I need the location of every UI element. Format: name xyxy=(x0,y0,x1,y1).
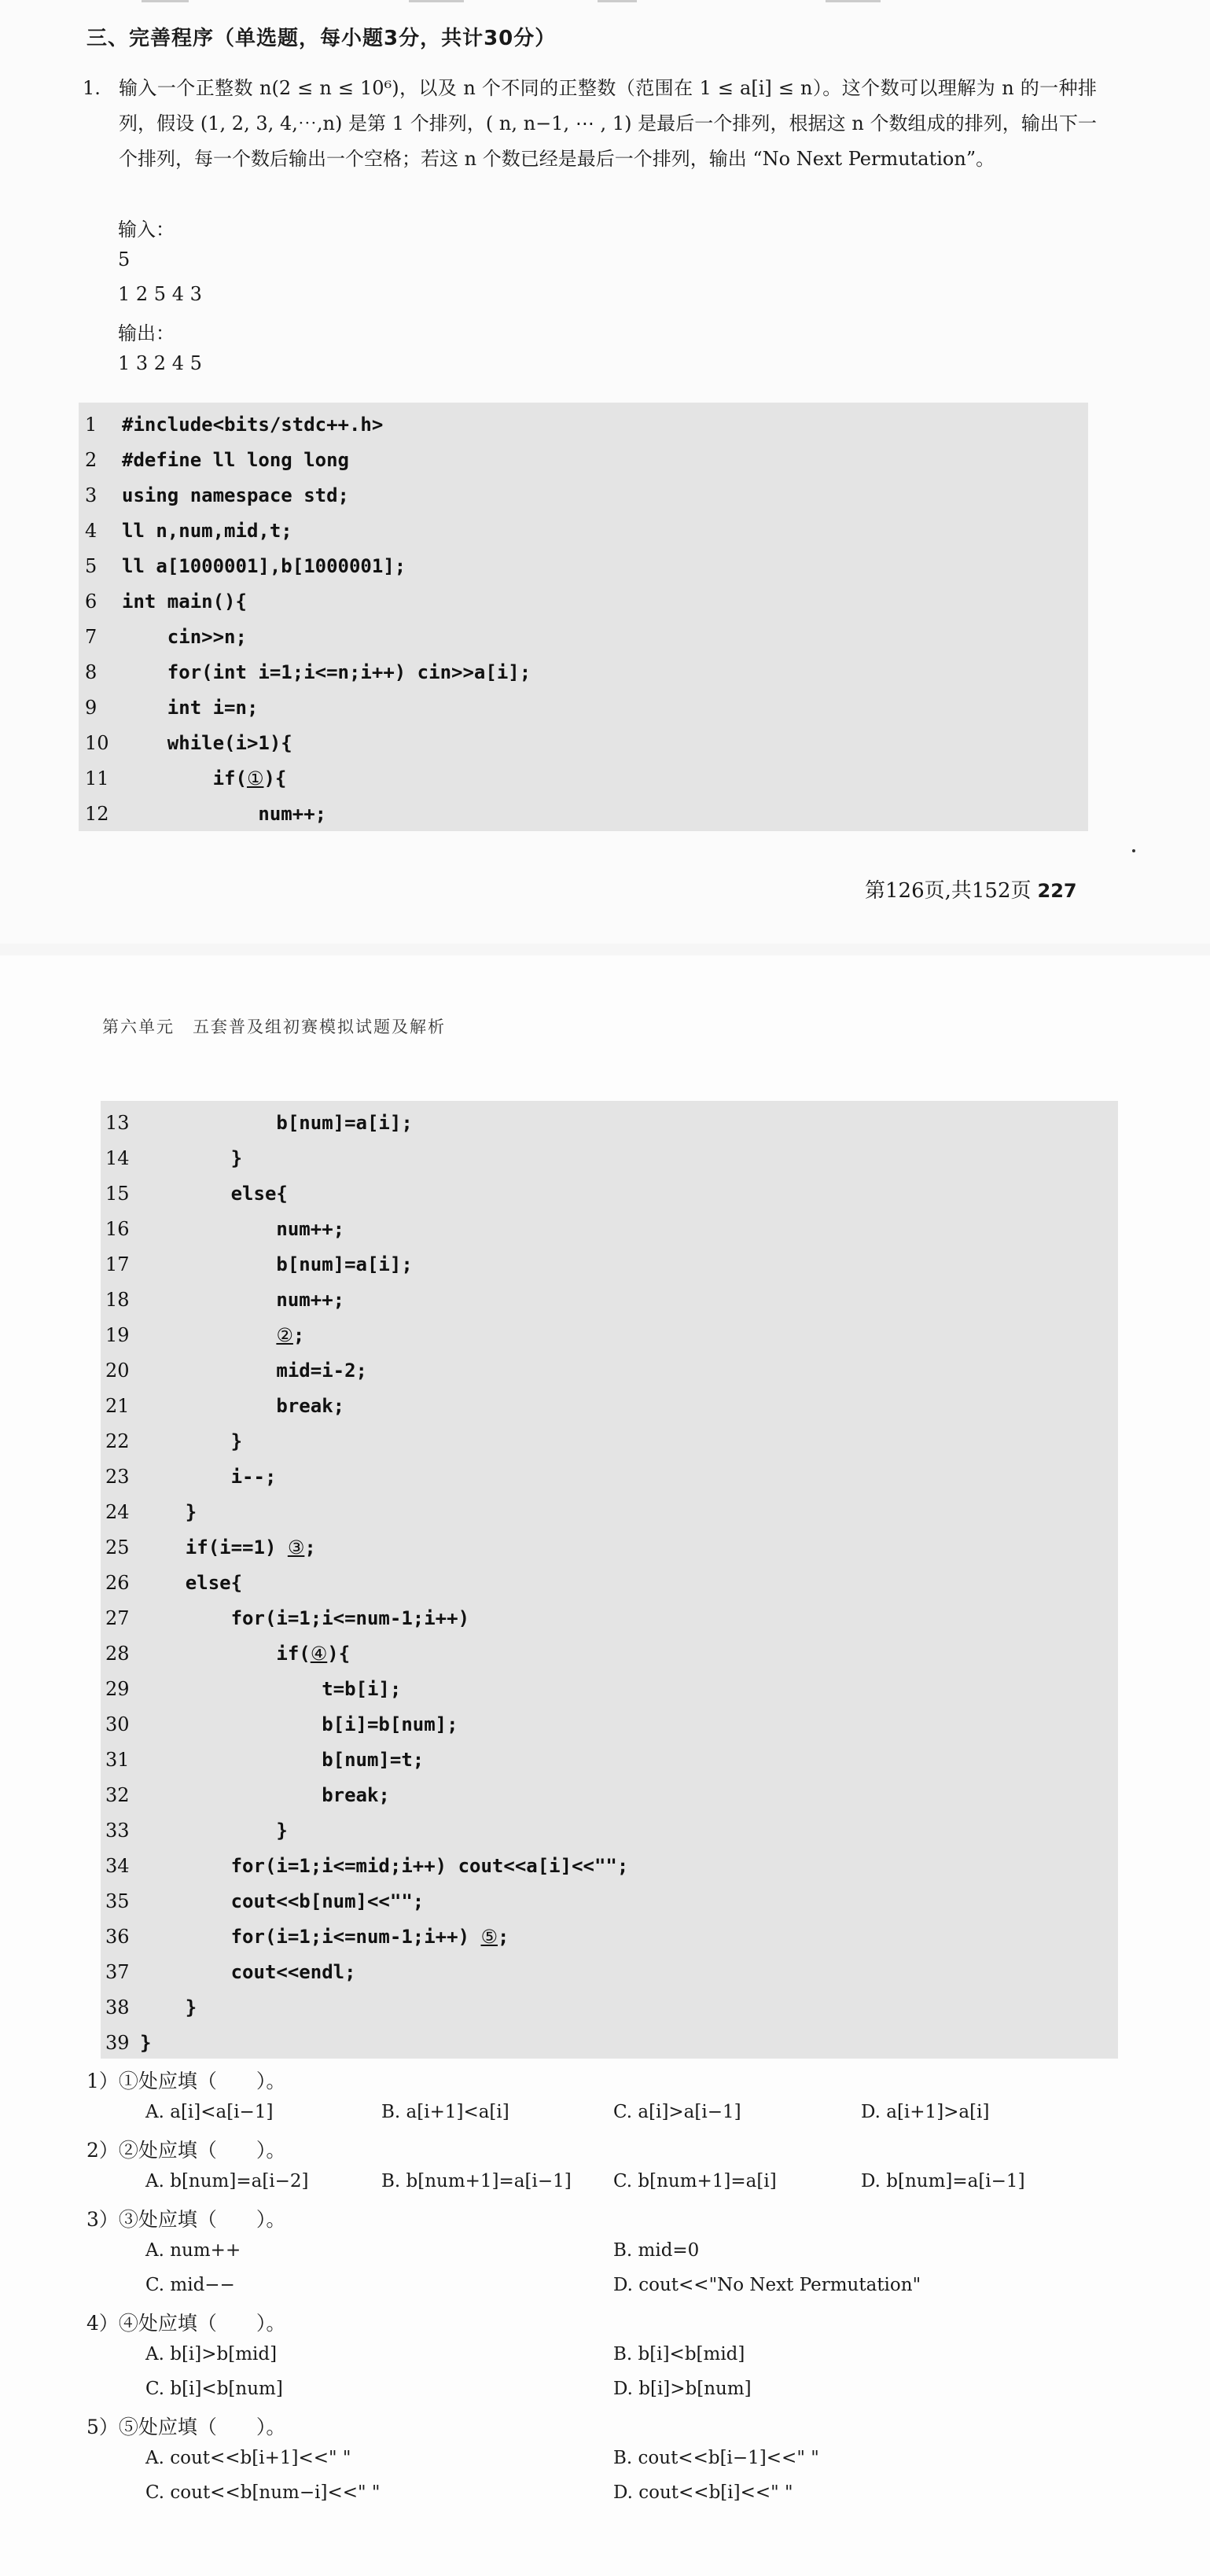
answer-option-b[interactable]: B. a[i+1]<a[i] xyxy=(381,2102,509,2122)
code-text xyxy=(140,1601,469,1636)
line-number: 7 xyxy=(85,626,97,648)
answer-option-d[interactable]: D. b[i]>b[num] xyxy=(613,2379,752,2399)
code-fragment: } xyxy=(140,1996,197,2018)
line-number: 22 xyxy=(105,1430,130,1452)
code-text xyxy=(122,620,247,655)
line-number: 25 xyxy=(105,1536,130,1558)
code-fragment: b[num]=a[i]; xyxy=(140,1253,413,1275)
answer-option-c[interactable]: C. b[num+1]=a[i] xyxy=(613,2171,777,2191)
code-text xyxy=(122,584,247,620)
answer-option-a[interactable]: A. a[i]<a[i−1] xyxy=(145,2102,274,2122)
code-text xyxy=(140,1495,197,1530)
answer-option-d[interactable]: D. cout<<b[i]<<" " xyxy=(613,2482,793,2503)
code-text xyxy=(122,726,292,761)
code-text xyxy=(140,1176,288,1212)
line-number: 19 xyxy=(105,1324,130,1346)
page-footer xyxy=(865,874,1077,903)
code-text xyxy=(140,1707,458,1742)
code-fragment: } xyxy=(140,2032,152,2054)
code-fragment: ll n,num,mid,t; xyxy=(122,520,292,542)
code-text xyxy=(122,478,349,513)
code-text xyxy=(140,1424,242,1459)
line-number: 34 xyxy=(105,1855,130,1877)
code-text xyxy=(122,655,531,690)
line-number: 10 xyxy=(85,732,109,754)
answer-option-a[interactable]: A. num++ xyxy=(145,2240,241,2261)
code-fragment: ; xyxy=(304,1536,316,1558)
line-number: 9 xyxy=(85,697,97,719)
code-fragment: cout<<endl; xyxy=(140,1961,356,1983)
code-fragment: for(int i=1;i<=n;i++) cin>>a[i]; xyxy=(122,661,531,683)
output-label: 输出： xyxy=(118,322,175,344)
running-header: 第六单元 五套普及组初赛模拟试题及解析 xyxy=(102,1018,446,1036)
line-number: 2 xyxy=(85,449,97,471)
line-number: 17 xyxy=(105,1253,130,1275)
code-fragment: mid=i-2; xyxy=(140,1360,367,1382)
code-fragment: } xyxy=(140,1820,288,1842)
answer-option-a[interactable]: A. b[i]>b[mid] xyxy=(145,2344,278,2364)
answer-option-c[interactable]: C. cout<<b[num−i]<<" " xyxy=(145,2482,381,2503)
fill-blank-marker: ② xyxy=(276,1324,293,1346)
code-fragment: cin>>n; xyxy=(122,626,247,648)
code-fragment: if( xyxy=(122,767,247,789)
problem-number: 1. xyxy=(83,77,101,99)
code-text xyxy=(140,1459,276,1495)
line-number: 24 xyxy=(105,1501,130,1523)
code-text xyxy=(140,1530,316,1566)
fill-blank-marker: ⑤ xyxy=(480,1926,498,1948)
answer-option-c[interactable]: C. mid−− xyxy=(145,2275,235,2295)
code-fragment: ; xyxy=(498,1926,509,1948)
line-number: 39 xyxy=(105,2032,130,2054)
code-text xyxy=(140,1990,197,2026)
code-fragment: b[num]=a[i]; xyxy=(140,1112,413,1134)
code-fragment: using namespace std; xyxy=(122,484,349,506)
page-number: 227 xyxy=(1037,880,1077,902)
code-fragment: else{ xyxy=(140,1572,243,1594)
code-fragment: num++; xyxy=(140,1289,345,1311)
section-title: 三、完善程序（单选题，每小题3分，共计30分） xyxy=(86,27,557,50)
code-text xyxy=(140,1919,509,1955)
line-number: 11 xyxy=(85,767,109,789)
code-text xyxy=(122,690,258,726)
code-text xyxy=(140,1742,424,1778)
code-fragment: b[i]=b[num]; xyxy=(140,1713,458,1735)
code-fragment: ll a[1000001],b[1000001]; xyxy=(122,555,406,577)
code-text xyxy=(140,1955,356,1990)
answer-option-b[interactable]: B. b[i]<b[mid] xyxy=(613,2344,745,2364)
code-fragment: break; xyxy=(140,1395,345,1417)
code-text xyxy=(140,2026,151,2061)
line-number: 3 xyxy=(85,484,97,506)
code-text xyxy=(140,1636,350,1672)
line-number: 36 xyxy=(105,1926,130,1948)
line-number: 30 xyxy=(105,1713,130,1735)
code-text xyxy=(140,1672,401,1707)
code-fragment: else{ xyxy=(140,1183,288,1205)
io-line: 1 3 2 4 5 xyxy=(118,352,202,374)
question-stem: 5）⑤处应填（ ）。 xyxy=(86,2416,286,2438)
code-fragment: #define ll long long xyxy=(122,449,349,471)
problem-statement xyxy=(83,71,1097,177)
code-text xyxy=(122,513,292,549)
code-fragment xyxy=(140,1324,276,1346)
code-text xyxy=(140,1141,242,1176)
code-fragment: while(i>1){ xyxy=(122,732,292,754)
code-fragment: int main(){ xyxy=(122,591,247,613)
code-text xyxy=(140,1212,344,1247)
code-text xyxy=(140,1566,242,1601)
code-fragment: if(i==1) xyxy=(140,1536,288,1558)
line-number: 28 xyxy=(105,1643,130,1665)
code-fragment: for(i=1;i<=mid;i++) cout<<a[i]<<""; xyxy=(140,1855,629,1877)
code-fragment: if( xyxy=(140,1643,311,1665)
code-text xyxy=(122,407,383,443)
code-fragment: for(i=1;i<=num-1;i++) xyxy=(140,1607,470,1629)
code-text xyxy=(140,1282,344,1318)
fill-blank-marker: ④ xyxy=(310,1643,328,1665)
code-text xyxy=(140,1106,413,1141)
code-fragment: } xyxy=(140,1147,243,1169)
line-number: 8 xyxy=(85,661,97,683)
code-text xyxy=(140,1247,413,1282)
page-count-text: 第126页,共152页 xyxy=(865,879,1032,903)
code-fragment: num++; xyxy=(122,803,327,825)
code-fragment: } xyxy=(140,1430,243,1452)
code-fragment: b[num]=t; xyxy=(140,1749,425,1771)
page-126 xyxy=(0,0,1210,944)
fill-blank-marker: ① xyxy=(246,767,264,789)
io-line: 5 xyxy=(118,248,131,270)
code-block-top xyxy=(79,403,1088,831)
code-text xyxy=(140,1813,288,1849)
input-label: 输入： xyxy=(118,219,175,241)
code-fragment: num++; xyxy=(140,1218,345,1240)
line-number: 15 xyxy=(105,1183,130,1205)
problem-text: 输入一个正整数 n(2 ≤ n ≤ 10⁶)，以及 n 个不同的正整数（范围在 1 ≤ a[i] ≤ n）。这个数可以理解为 n 的一种排列，假设 (1, 2, 3, 4,⋯,n) 是第 1 个排列，( n, n−1, ⋯ , 1) 是最后一个排列，根据这 n 个数组成的排列，输出下一个排列，每一个数后输出一个空格；若这 n 个数已经是最后一个排列，输出 “No Next Permutation”。 xyxy=(119,77,1097,170)
cropped-top-strip xyxy=(0,0,1210,6)
question-stem: 4）④处应填（ ）。 xyxy=(86,2312,286,2335)
answer-option-b[interactable]: B. cout<<b[i−1]<<" " xyxy=(613,2448,819,2468)
code-text xyxy=(140,1353,367,1389)
code-text xyxy=(122,443,349,478)
line-number: 21 xyxy=(105,1395,130,1417)
question-stem: 2）②处应填（ ）。 xyxy=(86,2139,286,2162)
code-fragment: ){ xyxy=(327,1643,351,1665)
code-fragment: t=b[i]; xyxy=(140,1678,402,1700)
io-line: 1 2 5 4 3 xyxy=(118,283,202,305)
answer-option-c[interactable]: C. b[i]<b[num] xyxy=(145,2379,283,2399)
code-fragment: ; xyxy=(292,1324,305,1346)
question-stem: 3）③处应填（ ）。 xyxy=(86,2208,286,2231)
answer-option-b[interactable]: B. mid=0 xyxy=(613,2240,700,2261)
line-number: 32 xyxy=(105,1784,130,1806)
code-fragment: } xyxy=(140,1501,197,1523)
code-fragment: ){ xyxy=(263,767,287,789)
answer-option-a[interactable]: A. b[num]=a[i−2] xyxy=(145,2171,309,2191)
code-text xyxy=(140,1389,344,1424)
line-number: 12 xyxy=(85,803,109,825)
line-number: 37 xyxy=(105,1961,130,1983)
answer-option-b[interactable]: B. b[num+1]=a[i−1] xyxy=(381,2171,572,2191)
line-number: 31 xyxy=(105,1749,130,1771)
line-number: 26 xyxy=(105,1572,130,1594)
line-number: 14 xyxy=(105,1147,130,1169)
code-text xyxy=(122,797,326,832)
line-number: 29 xyxy=(105,1678,130,1700)
code-text xyxy=(140,1849,628,1884)
line-number: 35 xyxy=(105,1890,130,1912)
line-number: 38 xyxy=(105,1996,130,2018)
answer-option-c[interactable]: C. a[i]>a[i−1] xyxy=(613,2102,741,2122)
code-fragment: int i=n; xyxy=(122,697,259,719)
code-fragment: break; xyxy=(140,1784,390,1806)
line-number: 16 xyxy=(105,1218,130,1240)
line-number: 18 xyxy=(105,1289,130,1311)
code-block-bottom xyxy=(101,1101,1118,2059)
line-number: 20 xyxy=(105,1360,130,1382)
speck xyxy=(1132,849,1135,852)
line-number: 6 xyxy=(85,591,97,613)
code-text xyxy=(140,1318,304,1353)
line-number: 5 xyxy=(85,555,97,577)
line-number: 13 xyxy=(105,1112,130,1134)
answer-option-a[interactable]: A. cout<<b[i+1]<<" " xyxy=(145,2448,351,2468)
line-number: 27 xyxy=(105,1607,130,1629)
answer-option-d[interactable]: D. b[num]=a[i−1] xyxy=(861,2171,1025,2191)
code-fragment: i--; xyxy=(140,1466,277,1488)
answer-option-d[interactable]: D. cout<<"No Next Permutation" xyxy=(613,2275,921,2295)
code-fragment: #include<bits/stdc++.h> xyxy=(122,414,384,436)
code-fragment: cout<<b[num]<<""; xyxy=(140,1890,425,1912)
code-text xyxy=(140,1778,390,1813)
fill-blank-marker: ③ xyxy=(287,1536,305,1558)
code-text xyxy=(122,761,286,797)
code-fragment: for(i=1;i<=num-1;i++) xyxy=(140,1926,481,1948)
answer-option-d[interactable]: D. a[i+1]>a[i] xyxy=(861,2102,990,2122)
line-number: 33 xyxy=(105,1820,130,1842)
code-text xyxy=(122,549,406,584)
line-number: 4 xyxy=(85,520,97,542)
question-stem: 1）①处应填（ ）。 xyxy=(86,2070,286,2092)
line-number: 23 xyxy=(105,1466,130,1488)
code-text xyxy=(140,1884,424,1919)
line-number: 1 xyxy=(85,414,97,436)
